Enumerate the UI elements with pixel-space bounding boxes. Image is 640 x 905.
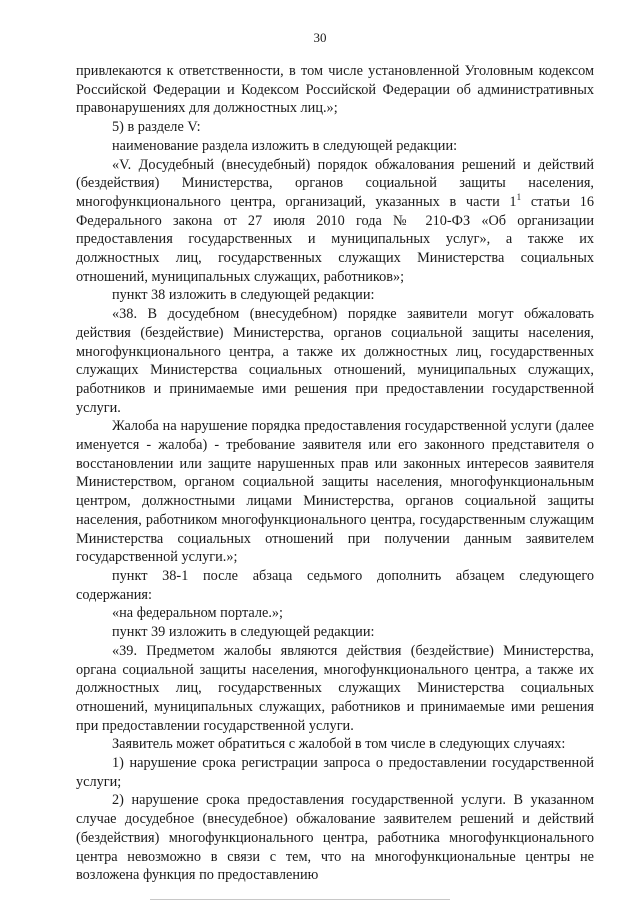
paragraph: 5) в разделе V: [112,119,201,136]
paragraph-text: «V. Досудебный (внесудебный) порядок обжалования решений и действий (бездействия) Министерства, органов социальной защиты населения, многофункционального центра, организаций, указанных в части 1 [76,156,594,210]
superscript: 1 [516,192,522,203]
paragraph: «38. В досудебном (внесудебном) порядке заявители могут обжаловать действия (бездействие) Министерства, органов социальной защиты населения, многофункционального центра, а также их должностных лиц, государственных служащих Министерства социальных отношений, муниципальных служащих, работников и принимаемые ими решения при предоставлении государственной услуги. [76,306,594,416]
paragraph: пункт 38-1 после абзаца седьмого дополнить абзацем следующего содержания: [76,567,594,603]
page-edge-divider [150,899,450,900]
paragraph: «39. Предметом жалобы являются действия (бездействие) Министерства, органа социальной защиты населения, многофункционального центра, а также их должностных лиц, государственных служащих Министерства социальных отношений, муниципальных служащих, работников и принимаемые ими решения при предоставлении государственной услуги. [76,642,594,734]
page-number: 30 [313,30,327,45]
paragraph: 1) нарушение срока регистрации запроса о предоставлении государственной услуги; [76,755,594,790]
paragraph [76,156,594,287]
document-body [76,62,594,885]
paragraph: 2) нарушение срока предоставления государственной услуги. В указанном случае досудебное (внесудебное) обжалование заявителем решений и действий (бездействия) многофункционального центра, работника многофункционального центра невозможно в связи с тем, что на многофункциональные центры не возложена функция по предоставлению [76,792,594,884]
paragraph: привлекаются к ответственности, в том числе установленной Уголовным кодексом Российской Федерации и Кодексом Российской Федерации об административных правонарушениях для должностных лиц.»; [76,63,594,117]
paragraph: наименование раздела изложить в следующей редакции: [112,137,458,154]
paragraph: пункт 39 изложить в следующей редакции: [112,624,375,641]
paragraph: Заявитель может обратиться с жалобой в том числе в следующих случаях: [112,736,566,753]
paragraph: Жалоба на нарушение порядка предоставления государственной услуги (далее именуется - жалоба) - требование заявителя или его законного представителя о восстановлении или защите нарушенных прав или законных интересов заявителя Министерством, органом социальной защиты населения, многофункциональным центром, должностными лицами Министерства, органов социальной защиты населения, работником многофункционального центра, государственным служащим Министерства социальных отношений при получении данным заявителем государственной услуги.»; [76,418,594,566]
paragraph: пункт 38 изложить в следующей редакции: [112,287,375,304]
paragraph: «на федеральном портале.»; [112,605,284,622]
paragraph-text: статьи 16 Федерального закона от 27 июля 2010 года № 210-ФЗ «Об организации предоставления государственных и муниципальных услуг», а также их должностных лиц, государственных служащих Министерства социальных отношений, муниципальных служащих, работников»; [76,193,594,285]
